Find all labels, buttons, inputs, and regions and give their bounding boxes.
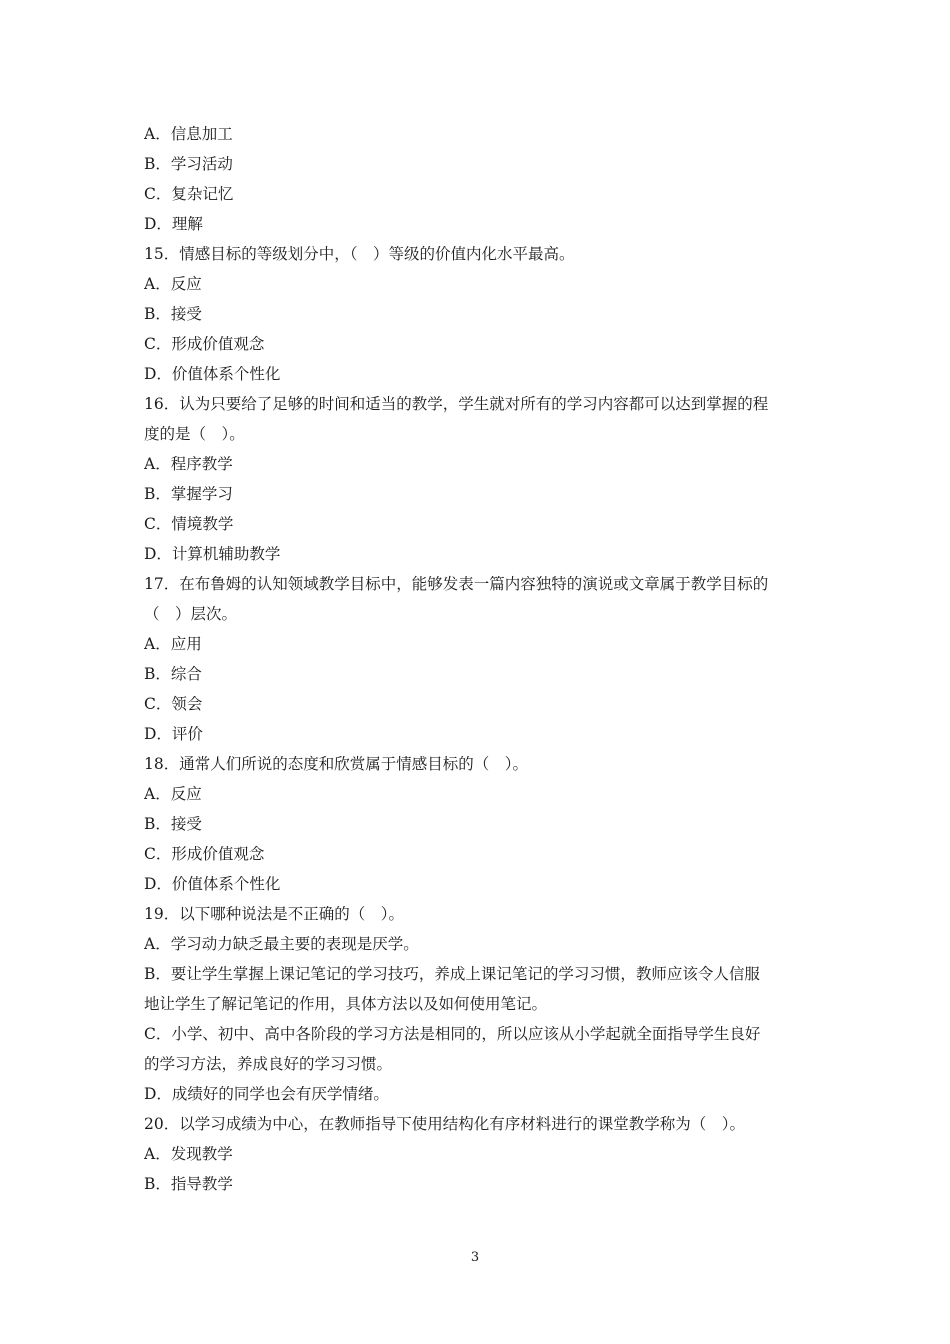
option-line: B．综合 (144, 665, 202, 683)
option-line: C．复杂记忆 (144, 185, 234, 203)
option-line-continued: 地让学生了解记笔记的作用，具体方法以及如何使用笔记。 (144, 995, 548, 1013)
option-line: C．小学、初中、高中各阶段的学习方法是相同的，所以应该从小学起就全面指导学生良好 (144, 1025, 761, 1043)
option-line: B．接受 (144, 815, 202, 833)
option-line-continued: 的学习方法，养成良好的学习习惯。 (144, 1055, 393, 1073)
option-line: C．形成价值观念 (144, 335, 265, 353)
question-text-block (144, 119, 812, 1199)
question-15: 15．情感目标的等级划分中，（ ）等级的价值内化水平最高。 (144, 245, 575, 263)
option-line: B．要让学生掌握上课记笔记的学习技巧，养成上课记笔记的学习习惯，教师应该令人信服 (144, 965, 760, 983)
question-17-continued: （ ）层次。 (144, 605, 238, 623)
question-18: 18．通常人们所说的态度和欣赏属于情感目标的（ ）。 (144, 755, 528, 773)
option-line: D．成绩好的同学也会有厌学情绪。 (144, 1085, 389, 1103)
option-line: A．信息加工 (144, 125, 233, 143)
question-19: 19．以下哪种说法是不正确的（ ）。 (144, 905, 404, 923)
option-line: A．应用 (144, 635, 202, 653)
option-line: A．反应 (144, 275, 202, 293)
option-line: C．情境教学 (144, 515, 234, 533)
option-line: D．评价 (144, 725, 203, 743)
option-line: A．发现教学 (144, 1145, 233, 1163)
option-line: D．价值体系个性化 (144, 365, 281, 383)
option-line: A．学习动力缺乏最主要的表现是厌学。 (144, 935, 419, 953)
option-line: B．指导教学 (144, 1175, 233, 1193)
option-line: B．学习活动 (144, 155, 233, 173)
question-17: 17．在布鲁姆的认知领域教学目标中，能够发表一篇内容独特的演说或文章属于教学目标的 (144, 575, 769, 593)
question-16: 16．认为只要给了足够的时间和适当的教学，学生就对所有的学习内容都可以达到掌握的程 (144, 395, 769, 413)
question-20: 20．以学习成绩为中心，在教师指导下使用结构化有序材料进行的课堂教学称为（ ）。 (144, 1115, 745, 1133)
option-line: B．掌握学习 (144, 485, 233, 503)
option-line: D．价值体系个性化 (144, 875, 281, 893)
question-16-continued: 度的是（ ）。 (144, 425, 245, 443)
option-line: A．反应 (144, 785, 202, 803)
page-number: 3 (470, 1250, 480, 1265)
option-line: B．接受 (144, 305, 202, 323)
option-line: C．领会 (144, 695, 203, 713)
option-line: D．理解 (144, 215, 203, 233)
option-line: A．程序教学 (144, 455, 233, 473)
option-line: D．计算机辅助教学 (144, 545, 281, 563)
option-line: C．形成价值观念 (144, 845, 265, 863)
